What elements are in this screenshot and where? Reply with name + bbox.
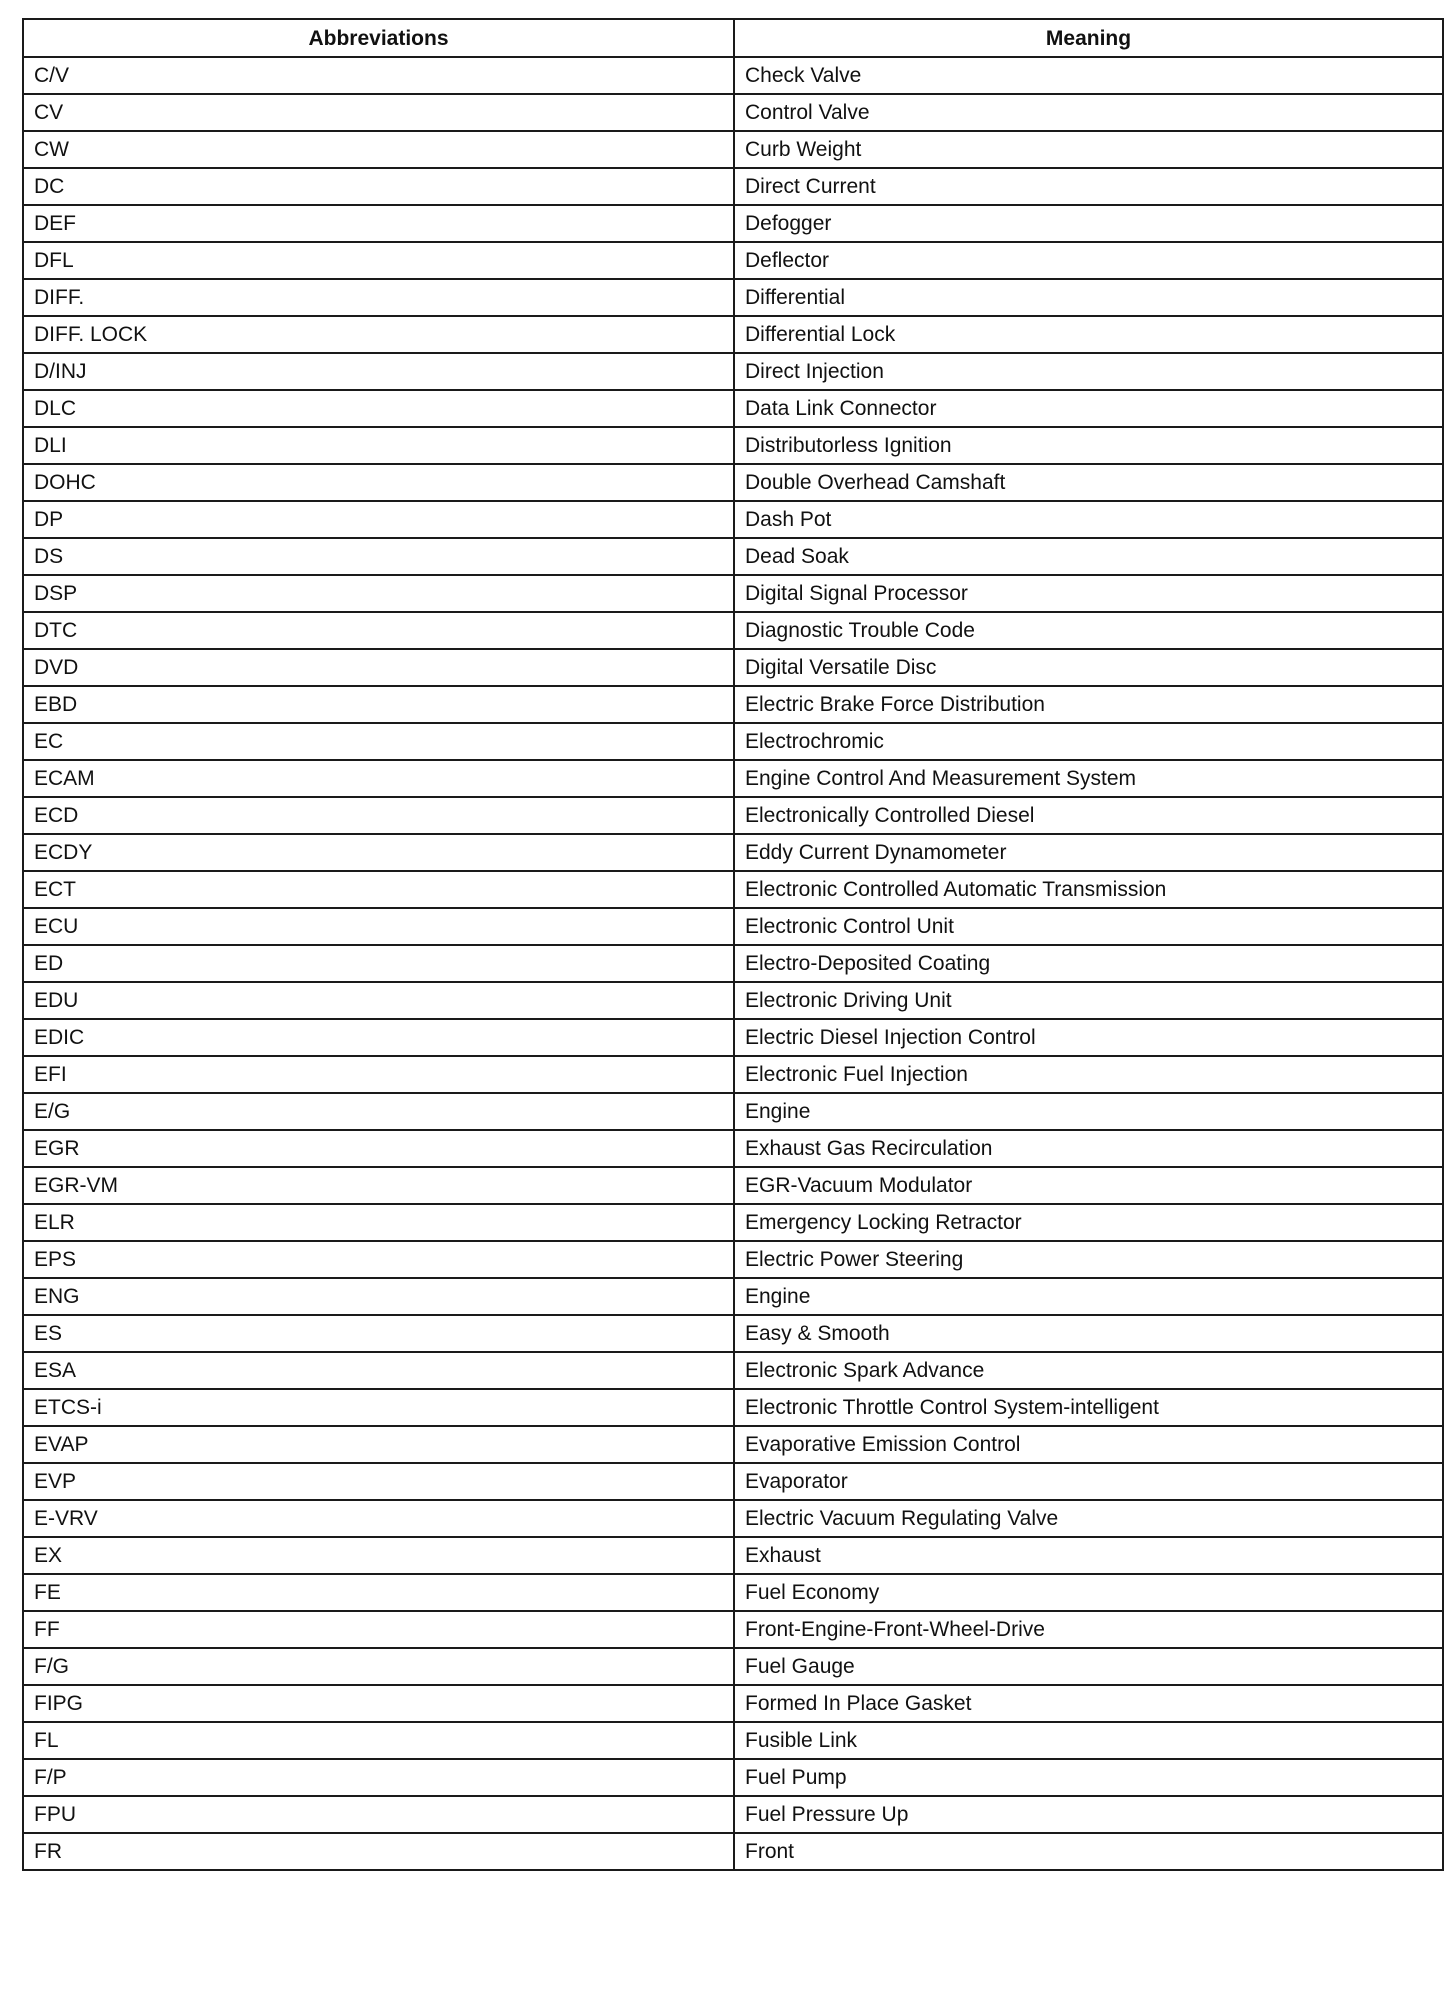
meaning-cell: Diagnostic Trouble Code bbox=[734, 612, 1443, 649]
meaning-cell: Front-Engine-Front-Wheel-Drive bbox=[734, 1611, 1443, 1648]
meaning-cell: Electric Brake Force Distribution bbox=[734, 686, 1443, 723]
meaning-cell: Electric Power Steering bbox=[734, 1241, 1443, 1278]
table-row bbox=[23, 1389, 1443, 1426]
meaning-cell: Formed In Place Gasket bbox=[734, 1685, 1443, 1722]
abbreviation-cell: DLI bbox=[23, 427, 734, 464]
abbreviation-cell: F/G bbox=[23, 1648, 734, 1685]
table-row bbox=[23, 612, 1443, 649]
table-row bbox=[23, 353, 1443, 390]
meaning-cell: Defogger bbox=[734, 205, 1443, 242]
meaning-cell: Electronic Control Unit bbox=[734, 908, 1443, 945]
abbreviation-cell: DIFF. bbox=[23, 279, 734, 316]
abbreviation-cell: CV bbox=[23, 94, 734, 131]
table-row bbox=[23, 1833, 1443, 1870]
abbreviation-cell: DOHC bbox=[23, 464, 734, 501]
table-row bbox=[23, 945, 1443, 982]
abbreviation-cell: DS bbox=[23, 538, 734, 575]
abbreviation-cell: EC bbox=[23, 723, 734, 760]
table-row bbox=[23, 316, 1443, 353]
meaning-cell: Electronic Driving Unit bbox=[734, 982, 1443, 1019]
meaning-cell: Digital Signal Processor bbox=[734, 575, 1443, 612]
abbreviation-cell: ETCS-i bbox=[23, 1389, 734, 1426]
abbreviation-cell: ESA bbox=[23, 1352, 734, 1389]
abbreviation-cell: CW bbox=[23, 131, 734, 168]
table-row bbox=[23, 94, 1443, 131]
abbreviation-cell: FE bbox=[23, 1574, 734, 1611]
abbreviation-cell: EVP bbox=[23, 1463, 734, 1500]
abbreviation-cell: ELR bbox=[23, 1204, 734, 1241]
abbreviation-cell: DC bbox=[23, 168, 734, 205]
table-row bbox=[23, 464, 1443, 501]
meaning-cell: Fuel Gauge bbox=[734, 1648, 1443, 1685]
table-row bbox=[23, 242, 1443, 279]
table-row bbox=[23, 1352, 1443, 1389]
abbreviation-cell: DTC bbox=[23, 612, 734, 649]
meaning-cell: Direct Injection bbox=[734, 353, 1443, 390]
abbreviation-cell: E/G bbox=[23, 1093, 734, 1130]
meaning-cell: Control Valve bbox=[734, 94, 1443, 131]
table-body bbox=[23, 57, 1443, 1870]
table-row bbox=[23, 1130, 1443, 1167]
meaning-cell: Differential Lock bbox=[734, 316, 1443, 353]
table-row bbox=[23, 1796, 1443, 1833]
table-row bbox=[23, 649, 1443, 686]
meaning-cell: EGR-Vacuum Modulator bbox=[734, 1167, 1443, 1204]
header-abbreviations: Abbreviations bbox=[23, 19, 734, 57]
meaning-cell: Fuel Economy bbox=[734, 1574, 1443, 1611]
meaning-cell: Distributorless Ignition bbox=[734, 427, 1443, 464]
abbreviation-cell: DEF bbox=[23, 205, 734, 242]
abbreviation-cell: FF bbox=[23, 1611, 734, 1648]
abbreviation-cell: EGR bbox=[23, 1130, 734, 1167]
table-row bbox=[23, 1759, 1443, 1796]
abbreviation-cell: DP bbox=[23, 501, 734, 538]
meaning-cell: Evaporator bbox=[734, 1463, 1443, 1500]
abbreviation-cell: ENG bbox=[23, 1278, 734, 1315]
table-row bbox=[23, 1537, 1443, 1574]
table-row bbox=[23, 834, 1443, 871]
table-row bbox=[23, 1611, 1443, 1648]
abbreviation-cell: ECT bbox=[23, 871, 734, 908]
abbreviation-cell: ECDY bbox=[23, 834, 734, 871]
table-row bbox=[23, 723, 1443, 760]
meaning-cell: Electro-Deposited Coating bbox=[734, 945, 1443, 982]
abbreviation-cell: ECAM bbox=[23, 760, 734, 797]
meaning-cell: Deflector bbox=[734, 242, 1443, 279]
table-row bbox=[23, 982, 1443, 1019]
table-row bbox=[23, 538, 1443, 575]
meaning-cell: Engine Control And Measurement System bbox=[734, 760, 1443, 797]
abbreviation-cell: EBD bbox=[23, 686, 734, 723]
abbreviation-cell: C/V bbox=[23, 57, 734, 94]
meaning-cell: Fusible Link bbox=[734, 1722, 1443, 1759]
abbreviation-cell: EDIC bbox=[23, 1019, 734, 1056]
meaning-cell: Front bbox=[734, 1833, 1443, 1870]
table-row bbox=[23, 1685, 1443, 1722]
table-row bbox=[23, 908, 1443, 945]
meaning-cell: Electric Vacuum Regulating Valve bbox=[734, 1500, 1443, 1537]
abbreviation-cell: DFL bbox=[23, 242, 734, 279]
meaning-cell: Direct Current bbox=[734, 168, 1443, 205]
table-row bbox=[23, 57, 1443, 94]
table-row bbox=[23, 1278, 1443, 1315]
table-row bbox=[23, 1204, 1443, 1241]
meaning-cell: Electronically Controlled Diesel bbox=[734, 797, 1443, 834]
meaning-cell: Check Valve bbox=[734, 57, 1443, 94]
meaning-cell: Curb Weight bbox=[734, 131, 1443, 168]
table-row bbox=[23, 427, 1443, 464]
abbreviation-cell: F/P bbox=[23, 1759, 734, 1796]
table-row bbox=[23, 1426, 1443, 1463]
abbreviations-table bbox=[22, 18, 1444, 1871]
meaning-cell: Fuel Pump bbox=[734, 1759, 1443, 1796]
abbreviation-cell: EX bbox=[23, 1537, 734, 1574]
meaning-cell: Emergency Locking Retractor bbox=[734, 1204, 1443, 1241]
meaning-cell: Exhaust bbox=[734, 1537, 1443, 1574]
table-row bbox=[23, 1500, 1443, 1537]
meaning-cell: Electronic Spark Advance bbox=[734, 1352, 1443, 1389]
meaning-cell: Electronic Throttle Control System-intelligent bbox=[734, 1389, 1443, 1426]
table-row bbox=[23, 871, 1443, 908]
meaning-cell: Electronic Controlled Automatic Transmission bbox=[734, 871, 1443, 908]
meaning-cell: Data Link Connector bbox=[734, 390, 1443, 427]
abbreviation-cell: ES bbox=[23, 1315, 734, 1352]
abbreviation-cell: FL bbox=[23, 1722, 734, 1759]
table-row bbox=[23, 1463, 1443, 1500]
table-row bbox=[23, 390, 1443, 427]
abbreviation-cell: ED bbox=[23, 945, 734, 982]
meaning-cell: Exhaust Gas Recirculation bbox=[734, 1130, 1443, 1167]
meaning-cell: Easy & Smooth bbox=[734, 1315, 1443, 1352]
meaning-cell: Engine bbox=[734, 1278, 1443, 1315]
meaning-cell: Dead Soak bbox=[734, 538, 1443, 575]
meaning-cell: Eddy Current Dynamometer bbox=[734, 834, 1443, 871]
meaning-cell: Differential bbox=[734, 279, 1443, 316]
meaning-cell: Double Overhead Camshaft bbox=[734, 464, 1443, 501]
abbreviation-cell: FIPG bbox=[23, 1685, 734, 1722]
meaning-cell: Dash Pot bbox=[734, 501, 1443, 538]
table-row bbox=[23, 1056, 1443, 1093]
table-row bbox=[23, 760, 1443, 797]
abbreviation-cell: ECU bbox=[23, 908, 734, 945]
abbreviation-cell: DLC bbox=[23, 390, 734, 427]
table-row bbox=[23, 1648, 1443, 1685]
abbreviation-cell: E-VRV bbox=[23, 1500, 734, 1537]
table-row bbox=[23, 1167, 1443, 1204]
abbreviation-cell: EPS bbox=[23, 1241, 734, 1278]
table-row bbox=[23, 501, 1443, 538]
table-row bbox=[23, 1722, 1443, 1759]
table-row bbox=[23, 1315, 1443, 1352]
table-row bbox=[23, 1241, 1443, 1278]
abbreviation-cell: FPU bbox=[23, 1796, 734, 1833]
meaning-cell: Electric Diesel Injection Control bbox=[734, 1019, 1443, 1056]
meaning-cell: Engine bbox=[734, 1093, 1443, 1130]
table-row bbox=[23, 797, 1443, 834]
meaning-cell: Evaporative Emission Control bbox=[734, 1426, 1443, 1463]
table-row bbox=[23, 1093, 1443, 1130]
abbreviation-cell: DVD bbox=[23, 649, 734, 686]
abbreviation-cell: FR bbox=[23, 1833, 734, 1870]
header-meaning: Meaning bbox=[734, 19, 1443, 57]
meaning-cell: Electronic Fuel Injection bbox=[734, 1056, 1443, 1093]
abbreviation-cell: D/INJ bbox=[23, 353, 734, 390]
abbreviation-cell: DSP bbox=[23, 575, 734, 612]
abbreviation-cell: EVAP bbox=[23, 1426, 734, 1463]
table-row bbox=[23, 1574, 1443, 1611]
table-row bbox=[23, 279, 1443, 316]
meaning-cell: Electrochromic bbox=[734, 723, 1443, 760]
table-row bbox=[23, 131, 1443, 168]
table-row bbox=[23, 205, 1443, 242]
abbreviation-cell: EGR-VM bbox=[23, 1167, 734, 1204]
meaning-cell: Digital Versatile Disc bbox=[734, 649, 1443, 686]
abbreviation-cell: EFI bbox=[23, 1056, 734, 1093]
meaning-cell: Fuel Pressure Up bbox=[734, 1796, 1443, 1833]
table-row bbox=[23, 575, 1443, 612]
table-header-row bbox=[23, 19, 1443, 57]
abbreviation-cell: ECD bbox=[23, 797, 734, 834]
table-row bbox=[23, 686, 1443, 723]
table-row bbox=[23, 168, 1443, 205]
abbreviation-cell: DIFF. LOCK bbox=[23, 316, 734, 353]
table-row bbox=[23, 1019, 1443, 1056]
abbreviation-cell: EDU bbox=[23, 982, 734, 1019]
